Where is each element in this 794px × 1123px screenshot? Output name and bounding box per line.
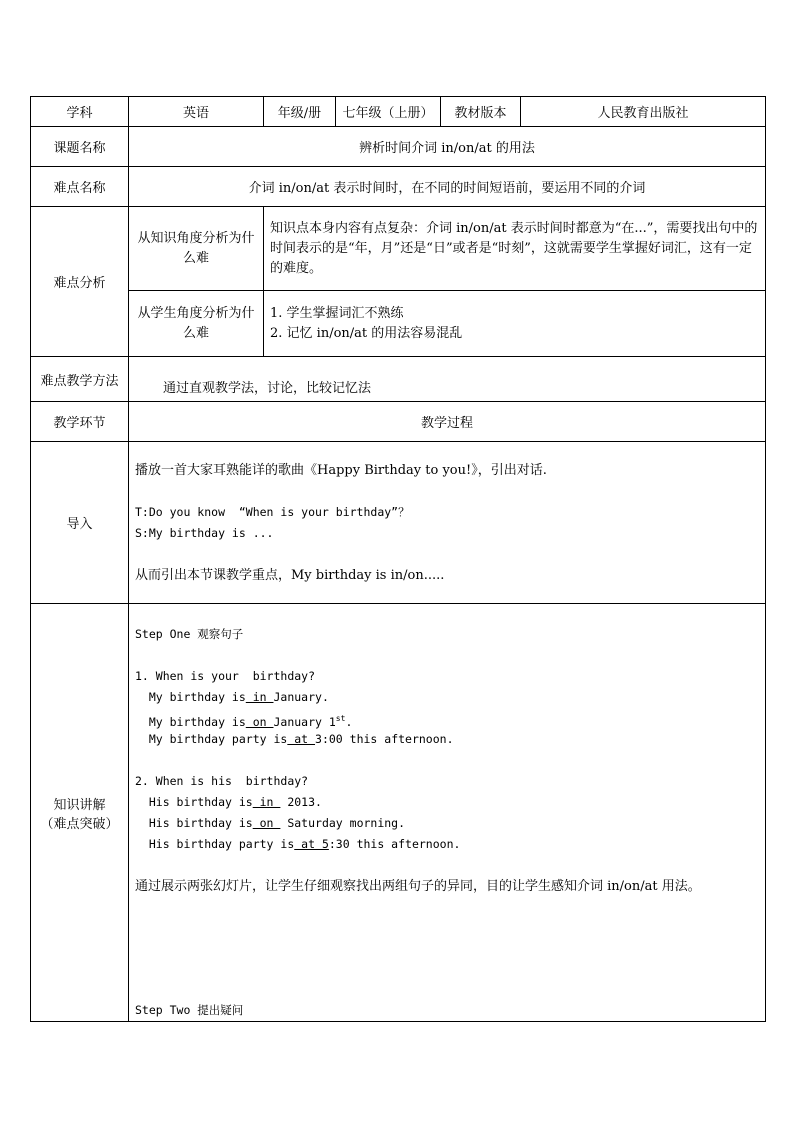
preposition-on: on	[245, 714, 274, 729]
knowledge-angle-text: 知识点本身内容有点复杂：介词 in/on/at 表示时间时都意为“在...”，需要找出句中的时间表示的是“年，月”还是“日”或者是“时刻”，这就需要学生掌握好词汇，这有一定的难度。	[264, 207, 766, 291]
example-sentence: His birthday party is at 5:30 this afternoon.	[135, 837, 461, 851]
topic-row	[31, 127, 766, 167]
example-sentence: My birthday party is at 3:00 this afternoon.	[135, 732, 454, 746]
lesson-plan-table	[30, 96, 766, 1022]
knowledge-summary: 通过展示两张幻灯片，让学生仔细观察找出两组句子的异同，目的让学生感知介词 in/on/at 用法。	[135, 879, 701, 894]
process-column-label: 教学过程	[129, 402, 766, 442]
method-label: 难点教学方法	[31, 357, 129, 402]
subject-label: 学科	[31, 97, 129, 127]
method-row	[31, 357, 766, 402]
subject-value: 英语	[129, 97, 264, 127]
difficulty-label: 难点名称	[31, 167, 129, 207]
grade-label: 年级/册	[264, 97, 336, 127]
knowledge-content	[129, 604, 766, 1022]
difficulty-row	[31, 167, 766, 207]
edition-label: 教材版本	[441, 97, 521, 127]
question-2: 2. When is his birthday?	[135, 774, 309, 788]
dialog-teacher: T:Do you know “When is your birthday”？	[135, 505, 410, 519]
intro-conclusion: 从而引出本节课教学重点，My birthday is in/on.....	[135, 568, 445, 583]
preposition-on: on	[252, 816, 281, 830]
knowledge-sublabel: （难点突破）	[40, 816, 119, 832]
example-sentence: My birthday is in January.	[135, 690, 329, 704]
topic-label: 课题名称	[31, 127, 129, 167]
edition-value: 人民教育出版社	[521, 97, 766, 127]
preposition-in: in	[245, 690, 274, 704]
question-1: 1. When is your birthday?	[135, 669, 316, 683]
intro-label: 导入	[31, 442, 129, 604]
knowledge-angle-label: 从知识角度分析为什么难	[129, 207, 264, 291]
student-angle-item: 1. 学生掌握词汇不熟练	[270, 305, 404, 321]
stages-header-row	[31, 402, 766, 442]
stage-column-label: 教学环节	[31, 402, 129, 442]
intro-row	[31, 442, 766, 604]
example-sentence: His birthday is in 2013.	[135, 795, 322, 809]
student-angle-item: 2. 记忆 in/on/at 的用法容易混乱	[270, 325, 463, 341]
method-value: 通过直观教学法，讨论，比较记忆法	[129, 357, 766, 402]
step-one-title: Step One 观察句子	[135, 627, 244, 641]
intro-content	[129, 442, 766, 604]
topic-value: 辨析时间介词 in/on/at 的用法	[129, 127, 766, 167]
intro-line: 播放一首大家耳熟能详的歌曲《Happy Birthday to you!》，引出对话.	[135, 463, 547, 478]
example-sentence: My birthday is on January 1st.	[135, 714, 353, 729]
analysis-row-student	[31, 291, 766, 357]
example-sentence: His birthday is on Saturday morning.	[135, 816, 406, 830]
student-angle-list	[264, 291, 766, 357]
preposition-at: at	[287, 732, 316, 746]
preposition-at: at 5	[294, 837, 329, 851]
knowledge-label: 知识讲解	[53, 797, 106, 813]
analysis-row-knowledge	[31, 207, 766, 291]
header-row	[31, 97, 766, 127]
analysis-label: 难点分析	[31, 207, 129, 357]
preposition-in: in	[252, 795, 281, 809]
step-two-title: Step Two 提出疑问	[135, 1003, 244, 1017]
difficulty-value: 介词 in/on/at 表示时间时，在不同的时间短语前，要运用不同的介词	[129, 167, 766, 207]
knowledge-row	[31, 604, 766, 1022]
grade-value: 七年级（上册）	[336, 97, 441, 127]
dialog-student: S:My birthday is ...	[135, 526, 274, 540]
knowledge-label-cell	[31, 604, 129, 1022]
student-angle-label: 从学生角度分析为什么难	[129, 291, 264, 357]
